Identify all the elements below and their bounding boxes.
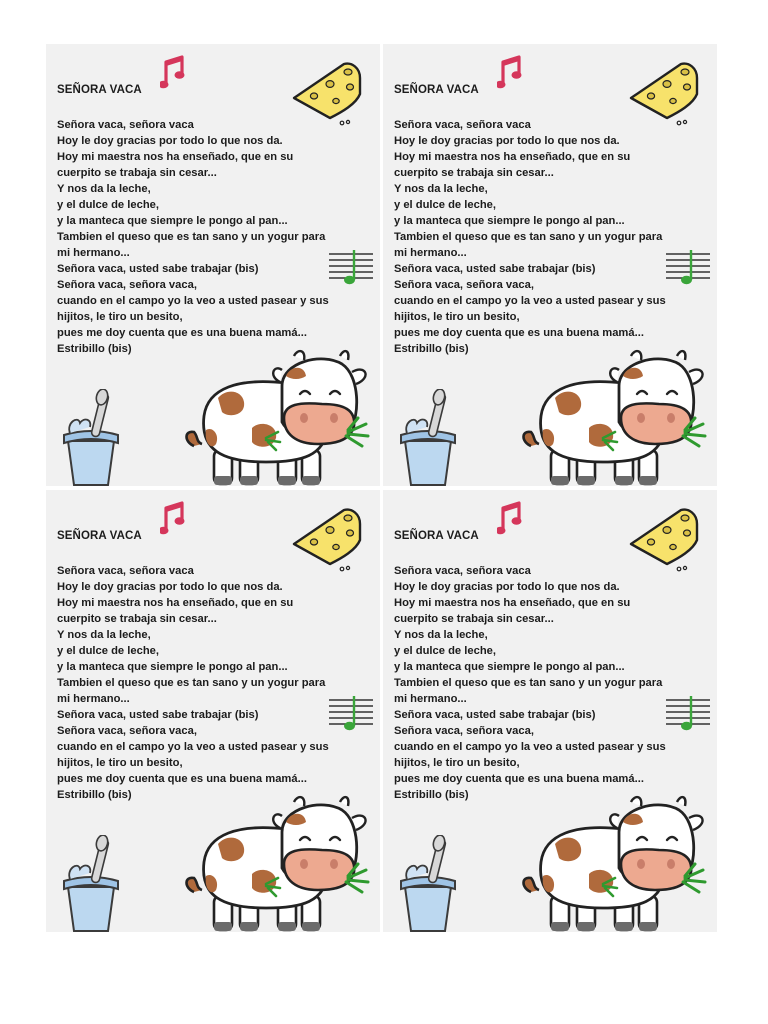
lyric-line: cuando en el campo yo la veo a usted pasear y sus xyxy=(394,295,666,307)
music-note-icon xyxy=(497,500,525,536)
lyric-line: hijitos, le tiro un besito, xyxy=(394,757,520,769)
lyric-line: cuando en el campo yo la veo a usted pasear y sus xyxy=(57,295,329,307)
printable-sheet xyxy=(46,44,717,934)
lyric-line: Señora vaca, usted sabe trabajar (bis) xyxy=(394,709,596,721)
lyric-line: Tambien el queso que es tan sano y un yogur para xyxy=(57,677,326,689)
lyric-line: Tambien el queso que es tan sano y un yogur para xyxy=(57,231,326,243)
lyric-line: Señora vaca, usted sabe trabajar (bis) xyxy=(57,709,259,721)
cow-illustration xyxy=(182,792,378,932)
lyric-line: cuerpito se trabaja sin cesar... xyxy=(394,613,554,625)
music-staff-icon xyxy=(665,690,711,736)
music-note-icon xyxy=(160,500,188,536)
cheese-icon xyxy=(290,506,364,576)
lyric-line: Y nos da la leche, xyxy=(394,183,488,195)
music-staff-icon xyxy=(665,244,711,290)
song-title: SEÑORA VACA xyxy=(57,530,142,542)
lyric-line: hijitos, le tiro un besito, xyxy=(57,311,183,323)
lyric-line: y el dulce de leche, xyxy=(57,199,159,211)
song-lyrics xyxy=(394,563,666,803)
lyric-line: y la manteca que siempre le pongo al pan... xyxy=(394,215,625,227)
lyric-line: Hoy mi maestra nos ha enseñado, que en su xyxy=(57,151,294,163)
lyric-line: y el dulce de leche, xyxy=(57,645,159,657)
song-title: SEÑORA VACA xyxy=(394,530,479,542)
lyric-line: Señora vaca, señora vaca xyxy=(394,565,531,577)
lyric-line: Señora vaca, señora vaca xyxy=(57,565,194,577)
lyric-line: Señora vaca, señora vaca xyxy=(57,119,194,131)
lyric-line: Estribillo (bis) xyxy=(394,789,469,801)
music-staff-icon xyxy=(328,690,374,736)
lyric-line: y la manteca que siempre le pongo al pan... xyxy=(57,215,288,227)
lyric-line: Hoy mi maestra nos ha enseñado, que en su xyxy=(394,597,631,609)
cow-illustration xyxy=(182,346,378,486)
lyric-line: y la manteca que siempre le pongo al pan... xyxy=(57,661,288,673)
lyric-line: cuerpito se trabaja sin cesar... xyxy=(394,167,554,179)
song-card xyxy=(46,490,380,932)
lyric-line: pues me doy cuenta que es una buena mamá... xyxy=(57,773,307,785)
cheese-icon xyxy=(627,60,701,130)
yogurt-cup-icon xyxy=(395,835,461,932)
lyric-line: mi hermano... xyxy=(57,693,130,705)
lyric-line: Tambien el queso que es tan sano y un yogur para xyxy=(394,677,663,689)
song-card xyxy=(383,44,717,486)
lyric-line: Hoy le doy gracias por todo lo que nos da. xyxy=(57,135,283,147)
lyric-line: Hoy le doy gracias por todo lo que nos da. xyxy=(57,581,283,593)
lyric-line: y el dulce de leche, xyxy=(394,645,496,657)
yogurt-cup-icon xyxy=(58,389,124,486)
lyric-line: Señora vaca, usted sabe trabajar (bis) xyxy=(394,263,596,275)
lyric-line: mi hermano... xyxy=(57,247,130,259)
lyric-line: pues me doy cuenta que es una buena mamá... xyxy=(57,327,307,339)
lyric-line: cuando en el campo yo la veo a usted pasear y sus xyxy=(57,741,329,753)
lyric-line: Señora vaca, señora vaca, xyxy=(394,279,534,291)
song-card xyxy=(383,490,717,932)
song-title: SEÑORA VACA xyxy=(394,84,479,96)
lyric-line: pues me doy cuenta que es una buena mamá... xyxy=(394,773,644,785)
music-staff-icon xyxy=(328,244,374,290)
cow-illustration xyxy=(519,346,715,486)
lyric-line: cuando en el campo yo la veo a usted pasear y sus xyxy=(394,741,666,753)
lyric-line: hijitos, le tiro un besito, xyxy=(57,757,183,769)
lyric-line: Señora vaca, usted sabe trabajar (bis) xyxy=(57,263,259,275)
lyric-line: Y nos da la leche, xyxy=(394,629,488,641)
lyric-line: y la manteca que siempre le pongo al pan... xyxy=(394,661,625,673)
lyric-line: y el dulce de leche, xyxy=(394,199,496,211)
lyric-line: Hoy le doy gracias por todo lo que nos da. xyxy=(394,581,620,593)
song-lyrics xyxy=(57,563,329,803)
lyric-line: mi hermano... xyxy=(394,693,467,705)
lyric-line: Señora vaca, señora vaca, xyxy=(394,725,534,737)
cheese-icon xyxy=(627,506,701,576)
song-card xyxy=(46,44,380,486)
cheese-icon xyxy=(290,60,364,130)
song-title: SEÑORA VACA xyxy=(57,84,142,96)
lyric-line: Tambien el queso que es tan sano y un yogur para xyxy=(394,231,663,243)
lyric-line: Estribillo (bis) xyxy=(394,343,469,355)
lyric-line: Señora vaca, señora vaca, xyxy=(57,279,197,291)
lyric-line: cuerpito se trabaja sin cesar... xyxy=(57,613,217,625)
song-lyrics xyxy=(394,117,666,357)
lyric-line: Hoy le doy gracias por todo lo que nos da. xyxy=(394,135,620,147)
lyric-line: pues me doy cuenta que es una buena mamá... xyxy=(394,327,644,339)
lyric-line: Señora vaca, señora vaca xyxy=(394,119,531,131)
yogurt-cup-icon xyxy=(395,389,461,486)
lyric-line: Y nos da la leche, xyxy=(57,183,151,195)
lyric-line: cuerpito se trabaja sin cesar... xyxy=(57,167,217,179)
lyric-line: Señora vaca, señora vaca, xyxy=(57,725,197,737)
music-note-icon xyxy=(497,54,525,90)
music-note-icon xyxy=(160,54,188,90)
lyric-line: Estribillo (bis) xyxy=(57,789,132,801)
lyric-line: Hoy mi maestra nos ha enseñado, que en su xyxy=(394,151,631,163)
lyric-line: hijitos, le tiro un besito, xyxy=(394,311,520,323)
lyric-line: mi hermano... xyxy=(394,247,467,259)
lyric-line: Hoy mi maestra nos ha enseñado, que en su xyxy=(57,597,294,609)
lyric-line: Estribillo (bis) xyxy=(57,343,132,355)
song-lyrics xyxy=(57,117,329,357)
yogurt-cup-icon xyxy=(58,835,124,932)
cow-illustration xyxy=(519,792,715,932)
lyric-line: Y nos da la leche, xyxy=(57,629,151,641)
